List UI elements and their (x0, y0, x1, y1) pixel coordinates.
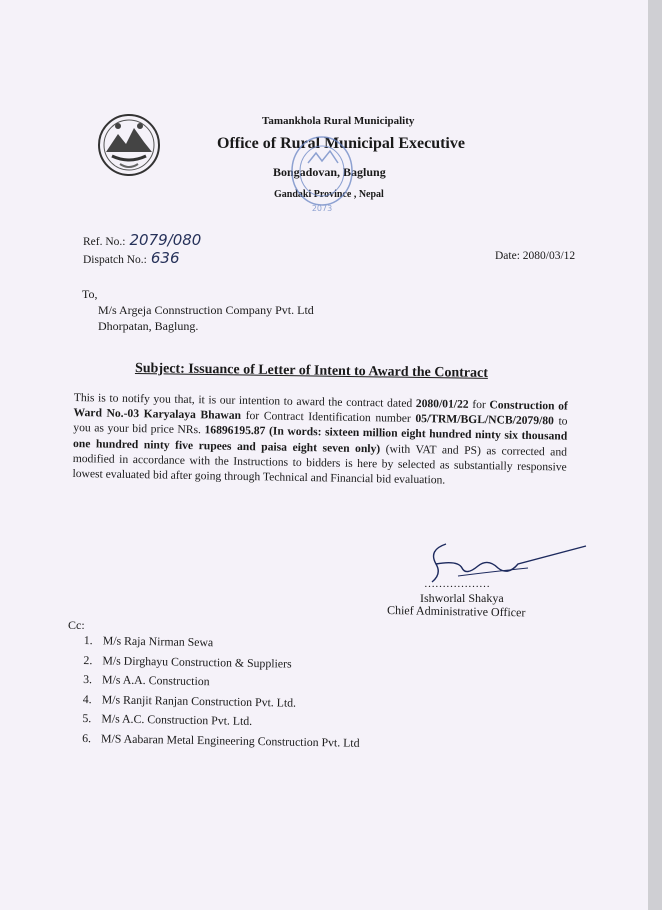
to-label: To, (82, 287, 98, 301)
list-item (82, 728, 360, 752)
list-number: 1. (83, 632, 93, 648)
body-text: (with VAT and PS) as corrected and modified in accordance with the Instructions to bidders is here by selected as substantially responsive lowest evaluated bid after going through Technical and Financial bid evaluation. (72, 441, 568, 487)
body-text: for Contract Identification number (240, 409, 416, 426)
signatory-name: Ishworlal Shakya (420, 591, 504, 605)
office-title: Office of Rural Municipal Executive (217, 135, 465, 152)
dispatch-number: 636 (150, 249, 180, 267)
ref-label: Ref. No.: (83, 236, 126, 248)
list-text: M/s Dirghayu Construction & Suppliers (102, 652, 292, 671)
list-number: 3. (83, 671, 93, 687)
office-address: Bongadovan, Baglung (273, 165, 386, 179)
nepal-government-emblem-icon (96, 112, 162, 178)
list-text: M/s Raja Nirman Sewa (102, 633, 214, 650)
handwritten-signature (418, 538, 588, 588)
list-text: M/s A.C. Construction Pvt. Ltd. (101, 711, 253, 728)
body-text: to you as your bid price NRs. (73, 414, 568, 437)
amount-in-words: (In words: sixteen million eight hundred ninty six thousand one hundred ninty five rupees and paisa eight seven only) (72, 424, 568, 455)
scan-edge (648, 0, 662, 910)
list-number: 4. (82, 691, 92, 706)
list-text: M/s Ranjit Ranjan Construction Pvt. Ltd. (101, 691, 297, 710)
list-number: 2. (83, 652, 93, 667)
official-stamp (286, 133, 358, 215)
signature-dots: ……………… (424, 578, 490, 588)
recipient-location: Dhorpatan, Baglung. (98, 319, 199, 333)
cc-list (82, 631, 361, 753)
letter-subject: Subject: Issuance of Letter of Intent to Award the Contract (134, 361, 489, 381)
list-number: 5. (82, 710, 92, 726)
stamp-year: 2073 (311, 204, 333, 213)
list-text: M/S Aabaran Metal Engineering Construction Pvt. Ltd (100, 730, 360, 750)
municipality-name: Tamankhola Rural Municipality (262, 115, 415, 127)
letter-date: Date: 2080/03/12 (495, 250, 576, 262)
reference-block (83, 232, 201, 268)
recipient-block (82, 286, 314, 334)
list-number: 6. (82, 730, 92, 745)
recipient-company: M/s Argeja Connstruction Company Pvt. Ltd (98, 303, 314, 317)
contract-id: 05/TRM/BGL/NCB/2079/80 (415, 412, 555, 428)
dispatch-label: Dispatch No.: (83, 254, 147, 266)
body-text: for (468, 397, 490, 412)
contract-date: 2080/01/22 (415, 396, 469, 411)
cc-label: Cc: (68, 618, 85, 632)
letter-body (72, 390, 568, 490)
office-province: Gandaki Province , Nepal (274, 189, 384, 200)
ref-number: 2079/080 (129, 231, 202, 249)
list-text: M/s A.A. Construction (101, 672, 210, 689)
body-text: This is to notify you that, it is our intention to award the contract dated (73, 390, 416, 410)
bid-amount: 16896195.87 (204, 423, 266, 438)
work-name: Construction of Ward No.-03 Karyalaya Bhawan (73, 398, 568, 423)
signatory-title: Chief Administrative Officer (386, 603, 526, 620)
